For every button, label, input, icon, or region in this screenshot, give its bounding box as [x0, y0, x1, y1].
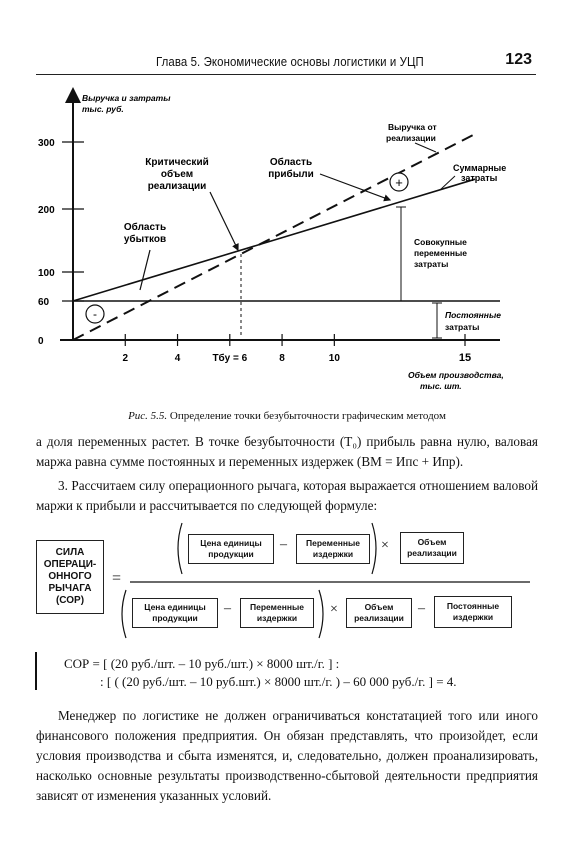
den-paren-left [122, 590, 126, 638]
y-tick-label-4: 0 [38, 336, 44, 347]
revenue-label-2: реализации [386, 133, 436, 143]
x-tick-label-1: 4 [174, 353, 181, 364]
num-minus: – [280, 537, 287, 552]
num-volume-box: Объем реализации [400, 532, 464, 564]
total-label-1: Суммарные [453, 163, 507, 173]
breakeven-chart [0, 0, 574, 410]
critical-label-1: Критический [145, 157, 209, 168]
profit-sign: + [395, 175, 403, 190]
num-times: × [381, 538, 389, 553]
loss-label-1: Область [123, 222, 167, 233]
den-minus-1: – [224, 601, 231, 616]
variable-label-1: Совокупные [414, 237, 467, 247]
y-tick-label-1: 200 [38, 205, 55, 216]
revenue-pointer [415, 143, 436, 152]
x-tick-label-2: Tбу = 6 [212, 353, 248, 364]
formula-left-box: СИЛА ОПЕРАЦИ-ОННОГО РЫЧАГА (СОР) [36, 540, 104, 614]
calc-line-1: СОР = [ (20 руб./шт. – 10 руб./шт.) × 8000 шт./г. ] : [64, 656, 340, 671]
margin-bar [35, 652, 37, 690]
num-paren-right [372, 523, 376, 574]
paragraph-breakeven: а доля переменных растет. В точке безубыточности (Т₀) прибыль равна нулю, валовая маржа равна сумме постоянных и переменных издержек (ВМ = Ипс + Ипр). [36, 434, 538, 469]
y-axis-label-1: Выручка и затраты [82, 93, 171, 103]
variable-label-3: затраты [414, 259, 449, 269]
profit-label-1: Область [269, 157, 313, 168]
figure-caption [0, 410, 574, 422]
den-paren-right [319, 590, 323, 638]
profit-label-2: прибыли [268, 169, 314, 180]
x-axis-label-2: тыс. шт. [420, 381, 462, 391]
loss-pointer [140, 250, 150, 290]
y-tick-label-0: 300 [38, 138, 55, 149]
critical-label-2: объем [160, 169, 194, 180]
total-label-2: затраты [461, 173, 498, 183]
formula-equals: = [112, 570, 122, 587]
caption-text: Определение точки безубыточности графическим методом [169, 410, 446, 422]
revenue-label-1: Выручка от [388, 122, 437, 132]
num-var-box: Переменные издержки [296, 534, 370, 564]
den-fixed-box: Постоянные издержки [434, 596, 512, 628]
variable-label-2: переменные [414, 248, 467, 258]
x-tick-label-3: 8 [279, 353, 285, 364]
den-var-box: Переменные издержки [240, 598, 314, 628]
x-tick-label-4: 10 [328, 353, 340, 364]
caption-label: Рис. 5.5. [128, 410, 168, 422]
y-tick-label-3: 60 [38, 297, 50, 308]
x-axis-label-1: Объем производства, [408, 370, 504, 380]
critical-label-3: реализации [147, 181, 207, 192]
profit-pointer [320, 174, 390, 200]
loss-sign: - [93, 307, 97, 321]
paragraph-manager: Менеджер по логистике не должен ограничиваться констатацией того или иного финансового положения предприятия. Он обязан представлять, что произойдет, если условия производства и сбыта изменятся, и, следовательно, должен проанализировать, насколько основные результаты производственно-сбытовой деятельности предприятия зависят от изменения указанных условий. [36, 708, 538, 803]
den-minus-2: – [418, 601, 425, 616]
calc-line-2: : [ ( (20 руб./шт. – 10 руб.шт.) × 8000 шт./г. ) – 60 000 руб./г. ] = 4. [100, 674, 457, 689]
fixed-label-2: затраты [445, 322, 480, 332]
y-tick-label-2: 100 [38, 268, 55, 279]
fixed-label-1: Постоянные [445, 310, 501, 320]
num-price-box: Цена единицы продукции [188, 534, 274, 564]
page-number: 123 [505, 51, 532, 68]
x-tick-label-0: 2 [122, 353, 129, 364]
loss-label-2: убытков [123, 234, 167, 245]
x-tick-label-5: 15 [458, 352, 472, 364]
y-axis-label-2: тыс. руб. [82, 104, 124, 114]
den-volume-box: Объем реализации [346, 598, 412, 628]
num-paren-left [178, 523, 182, 574]
paragraph-operating-leverage: 3. Рассчитаем силу операционного рычага, которая выражается отношением валовой маржи к прибыли и рассчитывается по следующей формуле: [36, 478, 538, 513]
running-title: Глава 5. Экономические основы логистики и УЦП [156, 54, 424, 69]
den-times: × [330, 602, 338, 617]
den-price-box: Цена единицы продукции [132, 598, 218, 628]
critical-pointer [210, 192, 238, 250]
